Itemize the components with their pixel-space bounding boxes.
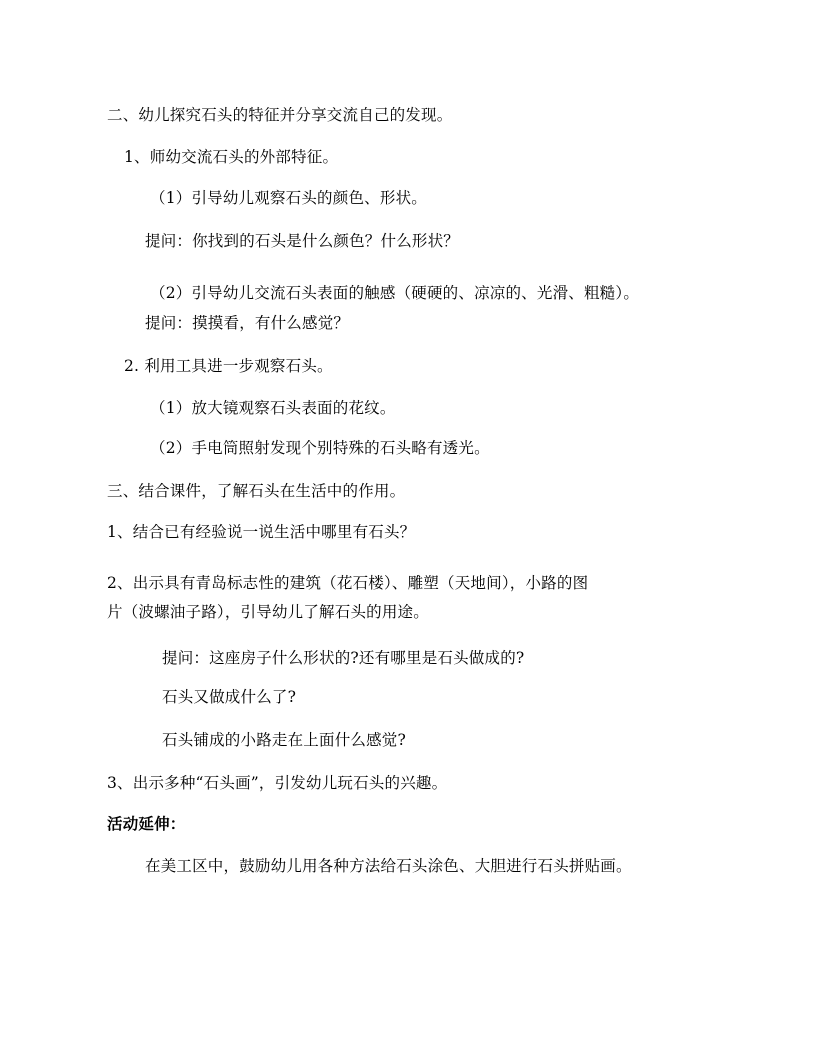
step-show-buildings-line1: 2、出示具有青岛标志性的建筑（花石楼）、雕塑（天地间），小路的图 bbox=[107, 574, 589, 592]
question-color-shape: 提问：你找到的石头是什么颜色？什么形状？ bbox=[145, 232, 460, 250]
sub-step-flashlight: （2）手电筒照射发现个别特殊的石头略有透光。 bbox=[150, 439, 490, 457]
extension-content: 在美工区中，鼓励幼儿用各种方法给石头涂色、大胆进行石头拼贴画。 bbox=[145, 857, 632, 875]
question-stone-made: 石头又做成什么了? bbox=[162, 688, 297, 706]
step-show-buildings-line2: 片（波螺油子路），引导幼儿了解石头的用途。 bbox=[107, 603, 429, 621]
step-exchange-features: 1、师幼交流石头的外部特征。 bbox=[124, 148, 339, 166]
section-heading-courseware: 三、结合课件，了解石头在生活中的作用。 bbox=[107, 482, 406, 500]
question-stone-path: 石头铺成的小路走在上面什么感觉? bbox=[162, 731, 407, 749]
sub-step-surface-touch: （2）引导幼儿交流石头表面的触感（硬硬的、凉凉的、光滑、粗糙）。 bbox=[150, 284, 640, 302]
step-where-stones: 1、结合已有经验说一说生活中哪里有石头？ bbox=[107, 523, 416, 541]
step-use-tools: 2. 利用工具进一步观察石头。 bbox=[124, 357, 333, 375]
question-house-shape: 提问：这座房子什么形状的?还有哪里是石头做成的? bbox=[162, 649, 525, 667]
section-heading-explore: 二、幼儿探究石头的特征并分享交流自己的发现。 bbox=[107, 106, 453, 124]
step-stone-paintings: 3、出示多种“石头画”，引发幼儿玩石头的兴趣。 bbox=[107, 774, 448, 792]
sub-step-magnifier: （1）放大镜观察石头表面的花纹。 bbox=[150, 399, 396, 417]
sub-step-observe-color-shape: （1）引导幼儿观察石头的颜色、形状。 bbox=[150, 189, 427, 207]
question-feeling: 提问：摸摸看，有什么感觉？ bbox=[145, 314, 350, 332]
extension-heading: 活动延伸： bbox=[107, 814, 186, 833]
